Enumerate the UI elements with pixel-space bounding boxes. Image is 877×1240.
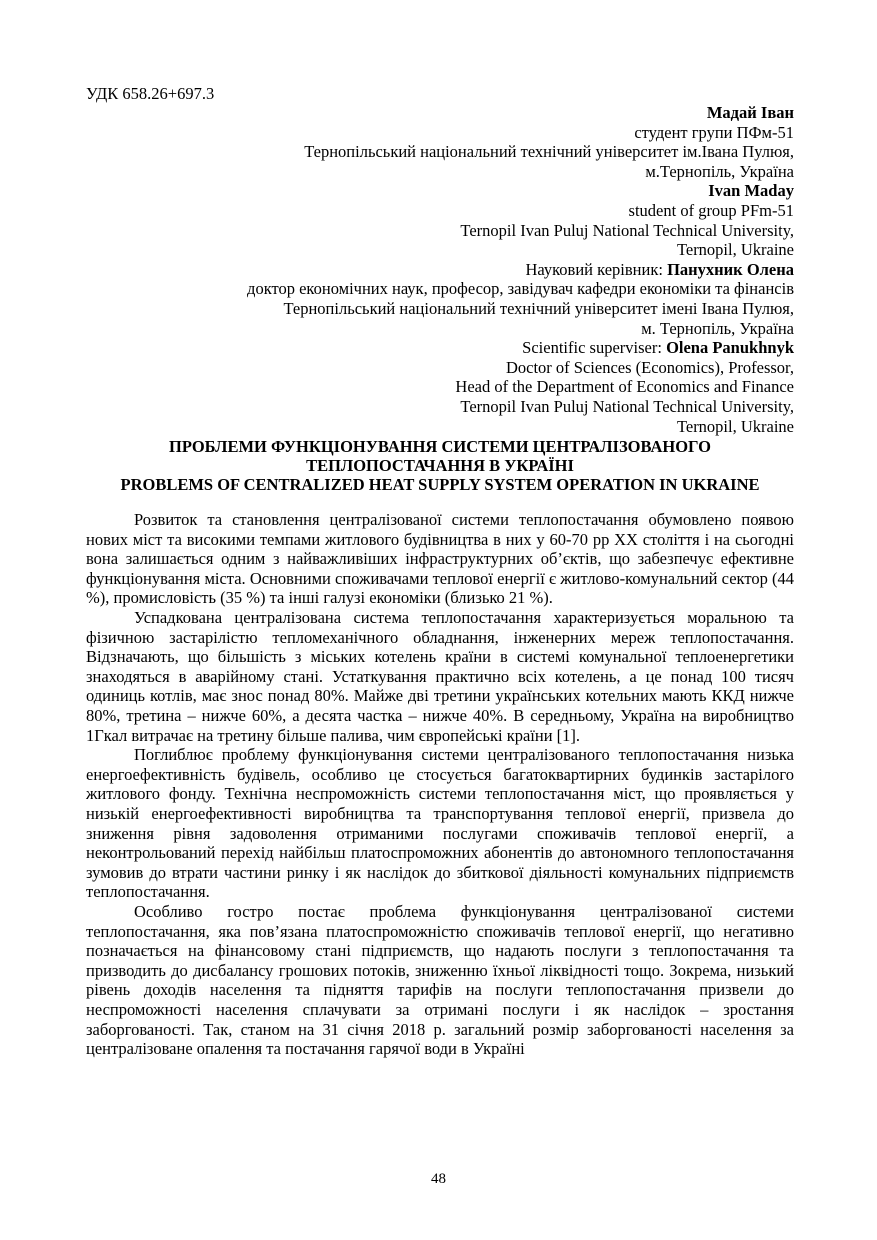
- supervisor-role-en: Scientific superviser:: [522, 338, 667, 358]
- page: [86, 84, 794, 1059]
- body-paragraph: Особливо гостро постає проблема функціонування централізованої системи теплопостачання, яка пов’язана платоспроможністю споживачів теплової енергії, що негативно позначається на фінансовому стані підприємств, що надають послуги з теплопостачання та призводить до дисбалансу грошових потоків, зниженню їхньої ліквідності тощо. Зокрема, низький рівень доходів населення та підняття тарифів на послуги теплопостачання призвели до неспроможності населення сплачувати за отримані послуги і як наслідок – зростання заборгованості. Так, станом на 31 січня 2018 р. загальний розмір заборгованості населення за централізоване опалення та постачання гарячої води в Україні: [86, 901, 794, 1059]
- author-en-line: Ternopil, Ukraine: [676, 240, 794, 260]
- supervisor-en-line: Doctor of Sciences (Economics), Professor,: [505, 357, 794, 377]
- article-body: [86, 510, 794, 1059]
- author-uk-line: студент групи ПФм-51: [634, 122, 794, 142]
- author-name-en: Ivan Maday: [708, 181, 794, 201]
- body-paragraph: Розвиток та становлення централізованої системи теплопостачання обумовлено появою нових міст та високими темпами житлового будівництва в них у 60-70 рр XX століття і на сьогодні вона залишається одним з найважливіших інфраструктурних об’єктів, що забезпечує ефективне функціонування міста. Основними споживачами теплової енергії є житлово-комунальний сектор (44 %), промисловість (35 %) та інші галузі економіки (близько 21 %).: [86, 510, 794, 608]
- udk-code: УДК 658.26+697.3: [86, 84, 215, 103]
- author-en-line: student of group PFm-51: [628, 200, 794, 220]
- body-paragraph: Поглиблює проблему функціонування системи централізованого теплопостачання низька енергоефективність будівель, особливо це стосується багатоквартирних будинків застарілого житлового фонду. Технічна неспроможність системи теплопостачання міст, що проявляється у низькій енергоефективності виробництва та транспортування теплової енергії, призвела до зниження рівня задоволення отриманими послугами споживачів теплової енергії, а неконтрольований перехід найбільш платоспроможних абонентів до автономного теплопостачання зумовив до втрати частини ринку і як наслідок до збиткової діяльності комунальних підприємств теплопостачання.: [86, 745, 794, 902]
- supervisor-en-line: Ternopil Ivan Puluj National Technical University,: [460, 396, 794, 416]
- supervisor-uk-line: м. Тернопіль, Україна: [641, 318, 794, 338]
- author-en-line: Ternopil Ivan Puluj National Technical University,: [460, 220, 794, 240]
- supervisor-role-uk: Науковий керівник:: [525, 259, 668, 279]
- article-title-en: PROBLEMS OF CENTRALIZED HEAT SUPPLY SYSTEM OPERATION IN UKRAINE: [120, 475, 760, 495]
- supervisor-uk-heading: [86, 260, 794, 280]
- author-block: [86, 103, 794, 436]
- article-title-uk: ПРОБЛЕМИ ФУНКЦІОНУВАННЯ СИСТЕМИ ЦЕНТРАЛІЗОВАНОГО: [169, 437, 711, 457]
- supervisor-en-line: Ternopil, Ukraine: [676, 416, 794, 436]
- supervisor-uk-line: Тернопільський національний технічний університет імені Івана Пулюя,: [283, 298, 794, 318]
- author-uk-line: Тернопільський національний технічний університет ім.Івана Пулюя,: [304, 142, 794, 162]
- supervisor-en-heading: [86, 338, 794, 358]
- supervisor-uk-line: доктор економічних наук, професор, завідувач кафедри економіки та фінансів: [247, 279, 794, 299]
- article-title-uk: ТЕПЛОПОСТАЧАННЯ В УКРАЇНІ: [306, 456, 574, 476]
- supervisor-en-line: Head of the Department of Economics and Finance: [455, 377, 794, 397]
- body-paragraph: Успадкована централізована система теплопостачання характеризується моральною та фізичною застарілістю тепломеханічного обладнання, інженерних мереж теплопостачання. Відзначають, що більшість з міських котелень країни в системі комунальної теплоенергетики знаходяться в аварійному стані. Устаткування практично всіх котелень, а це понад 100 тисяч одиниць котлів, має знос понад 80%. Майже дві третини українських котельних мають ККД нижче 80%, третина – нижче 60%, а десята частка – нижче 40%. В середньому, Україна на виробництво 1Гкал витрачає на третину більше палива, чим європейські країни [1].: [86, 608, 794, 745]
- author-name-uk: Мадай Іван: [706, 103, 794, 122]
- article-title-block: [86, 437, 794, 494]
- author-uk-line: м.Тернопіль, Україна: [645, 161, 794, 181]
- supervisor-name-en: Olena Panukhnyk: [666, 338, 794, 358]
- supervisor-name-uk: Панухник Олена: [667, 259, 794, 279]
- page-number: 48: [431, 1171, 446, 1187]
